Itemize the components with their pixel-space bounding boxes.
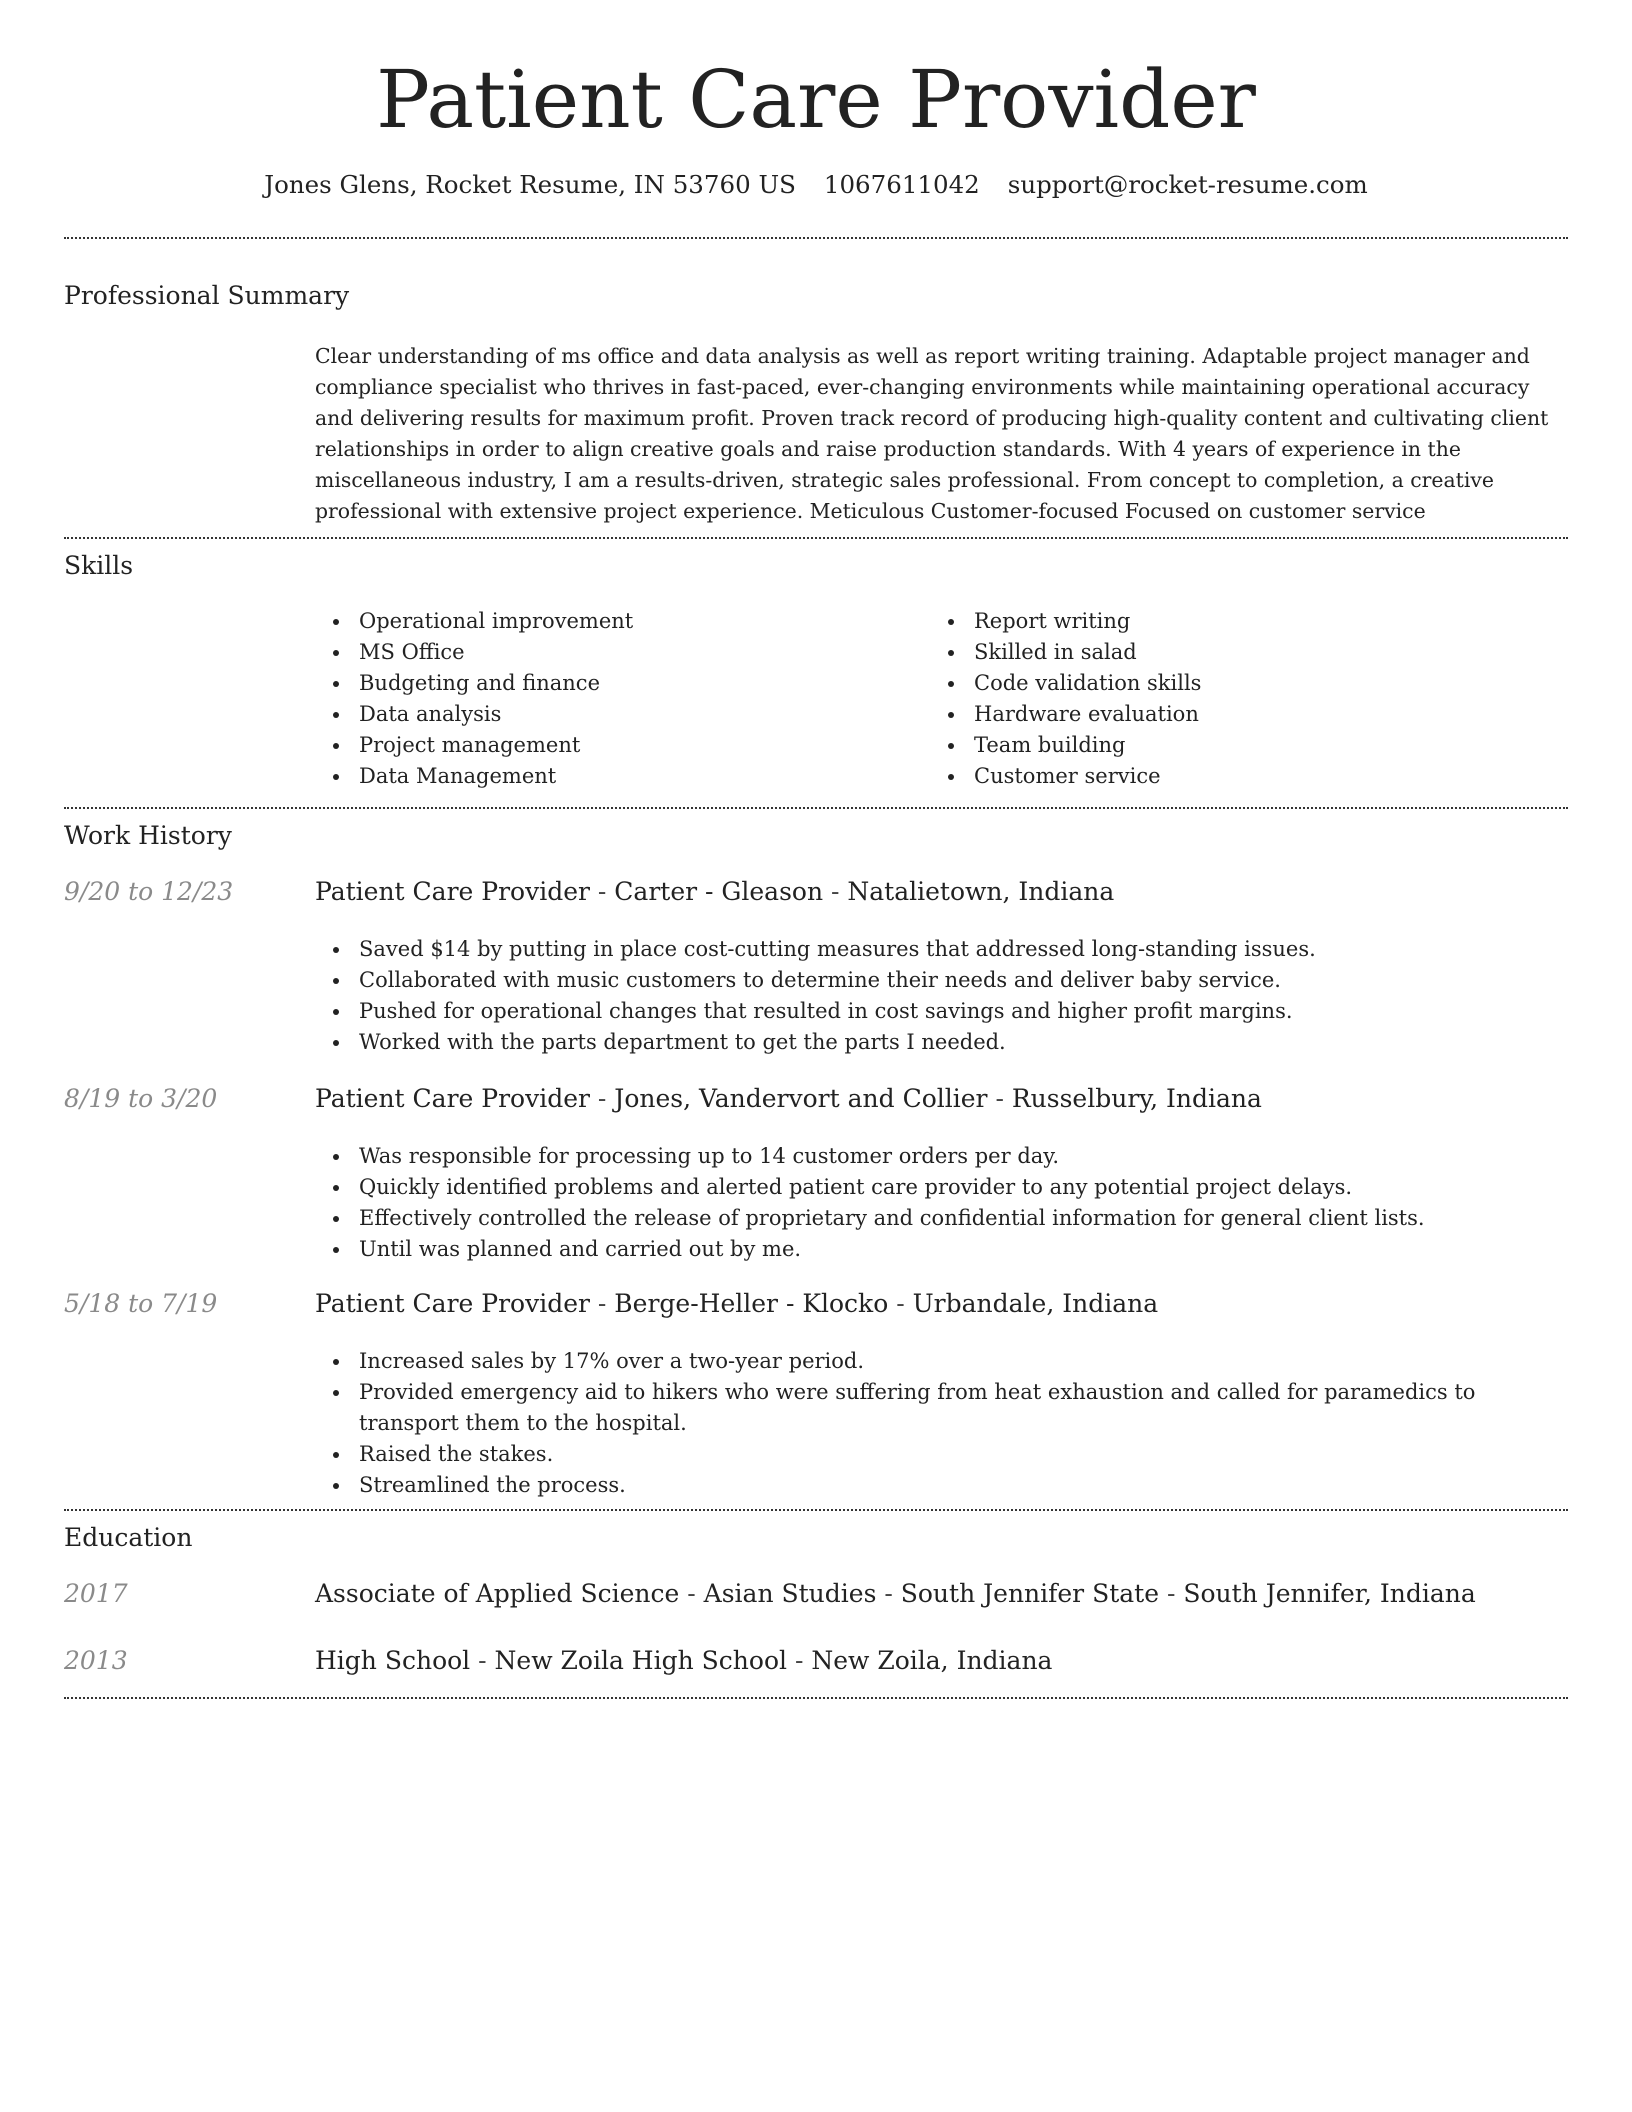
- skill-item: Skilled in salad: [930, 637, 1530, 668]
- job-company: Jones, Vandervort and Collier: [614, 1084, 988, 1113]
- section-divider: [64, 237, 1568, 239]
- job-bullets: [315, 1346, 1568, 1501]
- job-bullets: [315, 1141, 1568, 1265]
- education-section-title: Education: [64, 1523, 193, 1552]
- education-school: New Zoila High School: [494, 1646, 787, 1675]
- job-role: Patient Care Provider: [315, 877, 590, 906]
- job-company: Berge-Heller - Klocko: [614, 1289, 889, 1318]
- skill-item: Operational improvement: [315, 606, 915, 637]
- job-bullet: Saved $14 by putting in place cost-cutting measures that addressed long-standing issues.: [315, 934, 1568, 965]
- job-bullet: Worked with the parts department to get the parts I needed.: [315, 1027, 1568, 1058]
- skills-section-title: Skills: [64, 551, 134, 580]
- skill-item: Budgeting and finance: [315, 668, 915, 699]
- job-bullet: Was responsible for processing up to 14 customer orders per day.: [315, 1141, 1568, 1172]
- job-bullet: Pushed for operational changes that resulted in cost savings and higher profit margins.: [315, 996, 1568, 1027]
- skill-item: Project management: [315, 730, 915, 761]
- education-heading: Associate of Applied Science - Asian Studies - South Jennifer State - South Jennifer, Indiana: [315, 1579, 1476, 1608]
- skill-item: Team building: [930, 730, 1530, 761]
- skill-item: MS Office: [315, 637, 915, 668]
- job-heading: Patient Care Provider - Berge-Heller - Klocko - Urbandale, Indiana: [315, 1289, 1159, 1318]
- job-role: Patient Care Provider: [315, 1289, 590, 1318]
- contact-line: [0, 168, 1632, 202]
- contact-email: support@rocket-resume.com: [1007, 170, 1368, 199]
- education-location: South Jennifer, Indiana: [1183, 1579, 1476, 1608]
- job-heading: Patient Care Provider - Jones, Vandervort and Collier - Russelbury, Indiana: [315, 1084, 1262, 1113]
- job-dates: 8/19 to 3/20: [64, 1084, 218, 1113]
- job-bullet: Collaborated with music customers to determine their needs and deliver baby service.: [315, 965, 1568, 996]
- job-location: Urbandale, Indiana: [912, 1289, 1159, 1318]
- education-year: 2013: [64, 1646, 128, 1675]
- job-bullet: Effectively controlled the release of proprietary and confidential information for general client lists.: [315, 1203, 1568, 1234]
- job-dates: 9/20 to 12/23: [64, 877, 234, 906]
- education-school: South Jennifer State: [900, 1579, 1160, 1608]
- job-bullet: Provided emergency aid to hikers who were suffering from heat exhaustion and called for paramedics to transport them to the hospital.: [315, 1377, 1568, 1439]
- job-company: Carter - Gleason: [614, 877, 824, 906]
- summary-section-title: Professional Summary: [64, 281, 350, 310]
- skills-list-right: [930, 606, 1530, 792]
- work-section-title: Work History: [64, 821, 232, 850]
- education-heading: High School - New Zoila High School - New Zoila, Indiana: [315, 1646, 1053, 1675]
- job-bullet: Raised the stakes.: [315, 1439, 1568, 1470]
- job-bullet: Increased sales by 17% over a two-year period.: [315, 1346, 1568, 1377]
- education-degree: High School: [315, 1646, 471, 1675]
- resume-name: Patient Care Provider: [376, 53, 1256, 146]
- job-role: Patient Care Provider: [315, 1084, 590, 1113]
- skills-list-left: [315, 606, 915, 792]
- job-bullet: Until was planned and carried out by me.: [315, 1234, 1568, 1265]
- education-field: Asian Studies: [703, 1579, 877, 1608]
- contact-phone: 1067611042: [823, 170, 980, 199]
- section-divider: [64, 807, 1568, 809]
- education-year: 2017: [64, 1579, 128, 1608]
- section-divider: [64, 1697, 1568, 1699]
- skill-item: Report writing: [930, 606, 1530, 637]
- job-location: Natalietown, Indiana: [847, 877, 1115, 906]
- job-bullet: Quickly identified problems and alerted patient care provider to any potential project delays.: [315, 1172, 1568, 1203]
- job-heading: Patient Care Provider - Carter - Gleason - Natalietown, Indiana: [315, 877, 1115, 906]
- job-dates: 5/18 to 7/19: [64, 1289, 218, 1318]
- education-location: New Zoila, Indiana: [811, 1646, 1053, 1675]
- skill-item: Data Management: [315, 761, 915, 792]
- skill-item: Hardware evaluation: [930, 699, 1530, 730]
- section-divider: [64, 1509, 1568, 1511]
- summary-text: Clear understanding of ms office and data analysis as well as report writing training. Adaptable project manager and compliance specialist who thrives in fast-paced, ever-changing environments while maintaining operational accuracy and delivering results for maximum profit. Proven track record of producing high-quality content and cultivating client relationships in order to align creative goals and raise production standards. With 4 years of experience in the miscellaneous industry, I am a results-driven, strategic sales professional. From concept to completion, a creative professional with extensive project experience. Meticulous Customer-focused Focused on customer service: [315, 344, 1549, 523]
- section-divider: [64, 537, 1568, 539]
- job-bullet: Streamlined the process.: [315, 1470, 1568, 1501]
- skill-item: Customer service: [930, 761, 1530, 792]
- job-bullets: [315, 934, 1568, 1058]
- job-location: Russelbury, Indiana: [1011, 1084, 1262, 1113]
- contact-address: Jones Glens, Rocket Resume, IN 53760 US: [264, 170, 796, 199]
- skill-item: Code validation skills: [930, 668, 1530, 699]
- education-degree: Associate of Applied Science: [315, 1579, 680, 1608]
- skill-item: Data analysis: [315, 699, 915, 730]
